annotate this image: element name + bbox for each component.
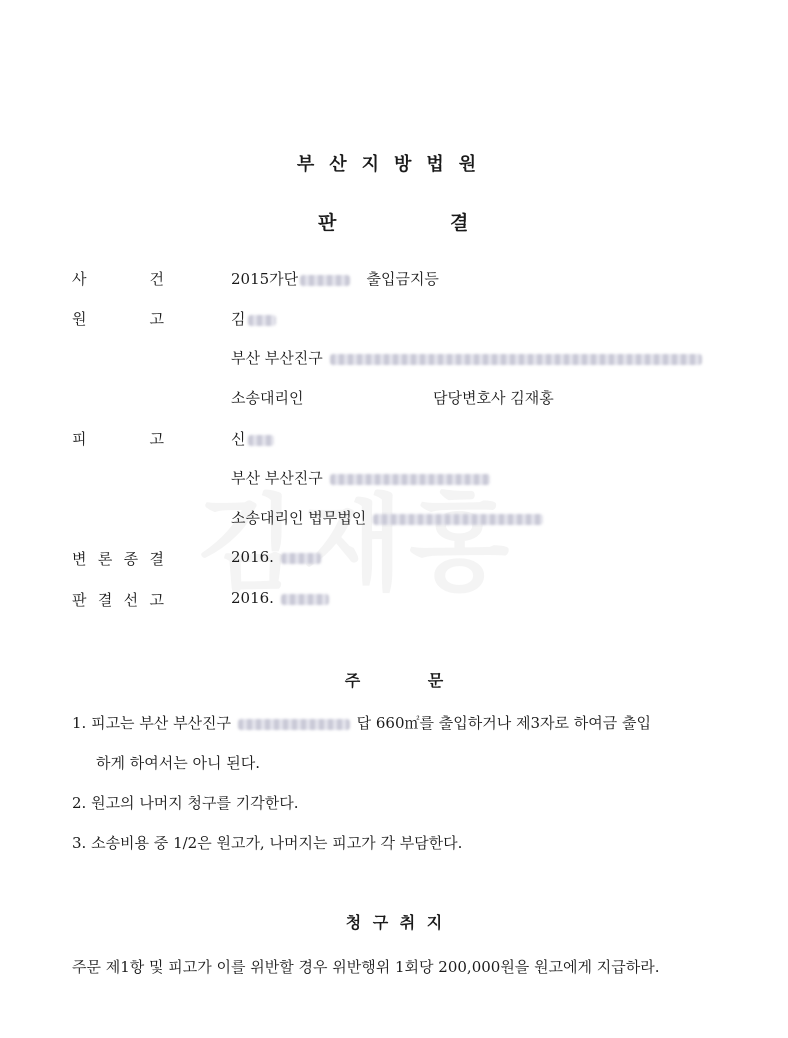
redacted-property-address [238,719,350,730]
order-item-1-start: 1. 피고는 부산 부산진구 [72,714,232,732]
defendant-name-row [231,428,276,449]
redacted-plaintiff-address [330,354,702,365]
court-name: 부산지방법원 [296,154,492,175]
redacted-case-number [300,275,350,286]
defendant-address-row [231,467,492,488]
plaintiff-representative-row [231,387,303,408]
redacted-law-firm [373,514,543,525]
redacted-decision-date [281,594,329,605]
closing-date: 2016. [231,548,274,566]
document-type-char-2: 결 [450,212,469,234]
plaintiff-name: 김 [231,310,246,328]
order-item-3: 3. 소송비용 중 1/2은 원고가, 나머지는 피고가 각 부담한다. [72,834,463,852]
case-number: 2015가단 [231,270,299,288]
plaintiff-address-row [231,347,704,368]
case-name: 출입금지등 [366,270,439,288]
redacted-defendant-address [330,474,490,485]
case-value [231,268,439,289]
order-item-1 [72,712,651,733]
claim-text: 주문 제1항 및 피고가 이를 위반할 경우 위반행위 1회당 200,000원을 원고에게 지급하라. [72,958,660,976]
plaintiff-rep-label: 소송대리인 [231,389,304,407]
defendant-representative-row [231,507,545,528]
closing-date-row [231,548,323,566]
defendant-name: 신 [231,430,246,448]
plaintiff-attorney: 담당변호사 김재홍 [433,389,554,407]
plaintiff-address: 부산 부산진구 [231,349,323,367]
redacted-plaintiff-name [248,315,276,326]
decision-label: 판 결 선 고 [72,591,164,609]
document-type-char-1: 판 [318,212,337,234]
decision-date-row [231,589,331,607]
order-item-2: 2. 원고의 나머지 청구를 기각한다. [72,794,299,812]
redacted-defendant-name [248,435,274,446]
defendant-address: 부산 부산진구 [231,469,323,487]
order-item-1-cont: 하게 하여서는 아니 된다. [96,754,260,772]
defendant-label: 피 고 [72,430,164,448]
plaintiff-name-row [231,308,278,329]
plaintiff-label: 원 고 [72,310,164,328]
redacted-closing-date [281,553,321,564]
case-label: 사 건 [72,270,164,288]
order-item-1-end: 답 660㎡를 출입하거나 제3자로 하여금 출입 [356,714,651,732]
decision-date: 2016. [231,589,274,607]
order-title: 주 문 [344,671,444,690]
defendant-rep: 소송대리인 법무법인 [231,509,367,527]
claim-title: 청 구 취 지 [345,913,443,932]
closing-label: 변 론 종 결 [72,550,164,568]
